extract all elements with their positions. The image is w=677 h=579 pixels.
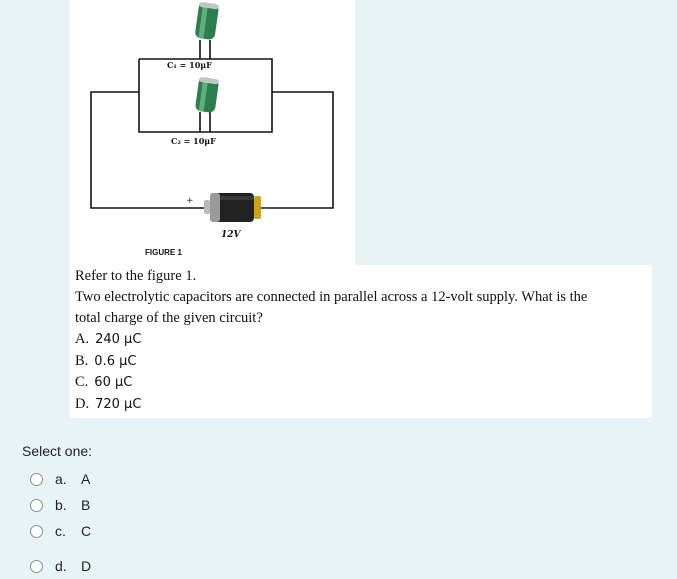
circuit-diagram <box>70 0 355 265</box>
question-line-1: Refer to the figure 1. <box>75 268 197 284</box>
answer-option-b[interactable] <box>30 495 90 515</box>
option-letter: D. <box>75 396 90 412</box>
circuit-wires <box>91 40 333 208</box>
figure-caption: FIGURE 1 <box>145 248 182 257</box>
answer-text: C <box>81 523 92 539</box>
c1-label: C₁ = 10μF <box>167 60 212 70</box>
capacitor-c1 <box>194 2 219 40</box>
option-letter: A. <box>75 331 90 347</box>
option-letter: B. <box>75 353 89 369</box>
c2-label: C₂ = 10μF <box>171 136 216 146</box>
answer-text: A <box>81 471 91 487</box>
capacitor-c2 <box>195 77 220 113</box>
minus-sign: − <box>263 204 271 214</box>
answer-text: B <box>81 497 91 513</box>
circuit-figure <box>70 0 355 265</box>
radio-button[interactable] <box>30 560 43 573</box>
radio-button[interactable] <box>30 525 43 538</box>
answer-option-c[interactable] <box>30 521 91 541</box>
question-option-d <box>75 396 141 413</box>
option-value: 60 μC <box>94 375 133 390</box>
radio-button[interactable] <box>30 473 43 486</box>
question-option-b <box>75 353 136 370</box>
battery <box>204 193 261 222</box>
question-text <box>70 265 652 418</box>
option-value: 240 μC <box>95 332 142 347</box>
question-option-c <box>75 374 132 391</box>
select-one-label: Select one: <box>22 443 93 459</box>
voltage-label: 12V <box>221 230 241 240</box>
answer-letter: d. <box>55 558 67 574</box>
answer-text: D <box>81 558 92 574</box>
answer-option-a[interactable] <box>30 469 90 489</box>
question-line-2: Two electrolytic capacitors are connected in parallel across a 12-volt supply. What is the <box>75 289 588 305</box>
plus-sign: + <box>186 196 194 206</box>
radio-button[interactable] <box>30 499 43 512</box>
answer-letter: c. <box>55 523 66 539</box>
question-option-a <box>75 331 141 348</box>
option-value: 720 μC <box>95 397 142 412</box>
answer-option-d[interactable] <box>30 556 91 576</box>
option-value: 0.6 μC <box>94 354 137 369</box>
option-letter: C. <box>75 374 89 390</box>
question-line-3: total charge of the given circuit? <box>75 310 263 326</box>
answer-letter: a. <box>55 471 67 487</box>
answer-letter: b. <box>55 497 67 513</box>
